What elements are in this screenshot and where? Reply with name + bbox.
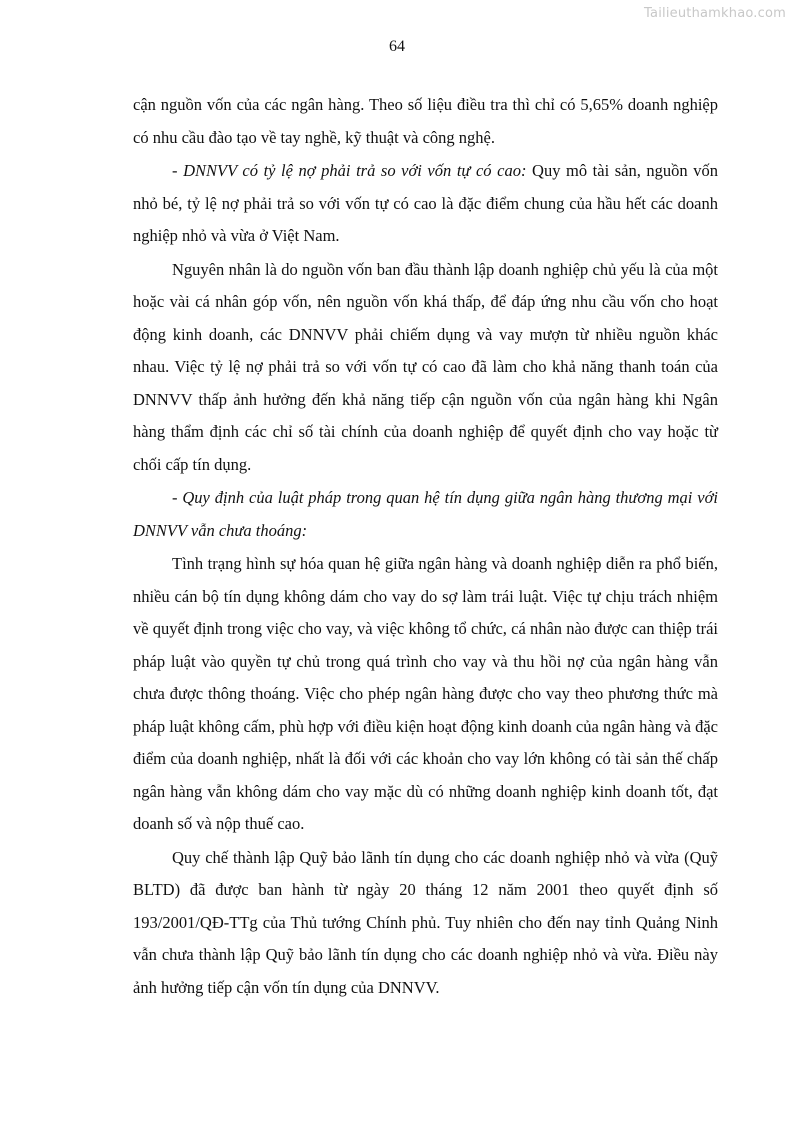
watermark-text: Tailieuthamkhao.com	[644, 6, 786, 21]
paragraph: Tình trạng hình sự hóa quan hệ giữa ngân hàng và doanh nghiệp diễn ra phổ biến, nhiều cán bộ tín dụng không dám cho vay do sợ làm trái luật. Việc tự chịu trách nhiệm về quyết định trong việc cho vay, và việc không tổ chức, cá nhân nào được can thiệp trái pháp luật vào quyền tự chủ trong quá trình cho vay và thu hồi nợ của ngân hàng vẫn chưa được thông thoáng. Việc cho phép ngân hàng được cho vay theo phương thức mà pháp luật không cấm, phù hợp với điều kiện hoạt động kinh doanh của ngân hàng và đặc điểm của doanh nghiệp, nhất là đối với các khoản cho vay lớn không có tài sản thế chấp ngân hàng vẫn không dám cho vay mặc dù có những doanh nghiệp kinh doanh tốt, đạt doanh số và nộp thuế cao.	[133, 554, 718, 833]
italic-heading: - DNNVV có tỷ lệ nợ phải trả so với vốn tự có cao:	[172, 161, 527, 180]
paragraph-text: Quy mô tài sản, nguồn vốn nhỏ bé, tỷ lệ nợ phải trả so với vốn tự có cao là đặc điểm chung của hầu hết các doanh nghiệp nhỏ và vừa ở Việt Nam.	[133, 161, 719, 245]
paragraph: Quy chế thành lập Quỹ bảo lãnh tín dụng cho các doanh nghiệp nhỏ và vừa (Quỹ BLTD) đã được ban hành từ ngày 20 tháng 12 năm 2001 theo quyết định số 193/2001/QĐ-TTg của Thủ tướng Chính phủ. Tuy nhiên cho đến nay tỉnh Quảng Ninh vẫn chưa thành lập Quỹ bảo lãnh tín dụng cho các doanh nghiệp nhỏ và vừa. Điều này ảnh hưởng tiếp cận vốn tín dụng của DNNVV.	[133, 847, 718, 997]
paragraph: cận nguồn vốn của các ngân hàng. Theo số liệu điều tra thì chỉ có 5,65% doanh nghiệp có nhu cầu đào tạo về tay nghề, kỹ thuật và công nghệ.	[133, 95, 718, 147]
document-body	[133, 89, 718, 1004]
paragraph: Nguyên nhân là do nguồn vốn ban đầu thành lập doanh nghiệp chủ yếu là của một hoặc vài cá nhân góp vốn, nên nguồn vốn khá thấp, để đáp ứng nhu cầu vốn cho hoạt động kinh doanh, các DNNVV phải chiếm dụng và vay mượn từ nhiều nguồn khác nhau. Việc tỷ lệ nợ phải trả so với vốn tự có cao đã làm cho khả năng thanh toán của DNNVV thấp ảnh hưởng đến khả năng tiếp cận nguồn vốn của ngân hàng khi Ngân hàng thẩm định các chỉ số tài chính của doanh nghiệp để quyết định cho vay hoặc từ chối cấp tín dụng.	[133, 259, 718, 474]
paragraph	[133, 155, 718, 253]
italic-heading: - Quy định của luật pháp trong quan hệ tín dụng giữa ngân hàng thương mại với DNNVV vẫn chưa thoáng:	[133, 488, 718, 540]
page-number: 64	[389, 38, 405, 55]
